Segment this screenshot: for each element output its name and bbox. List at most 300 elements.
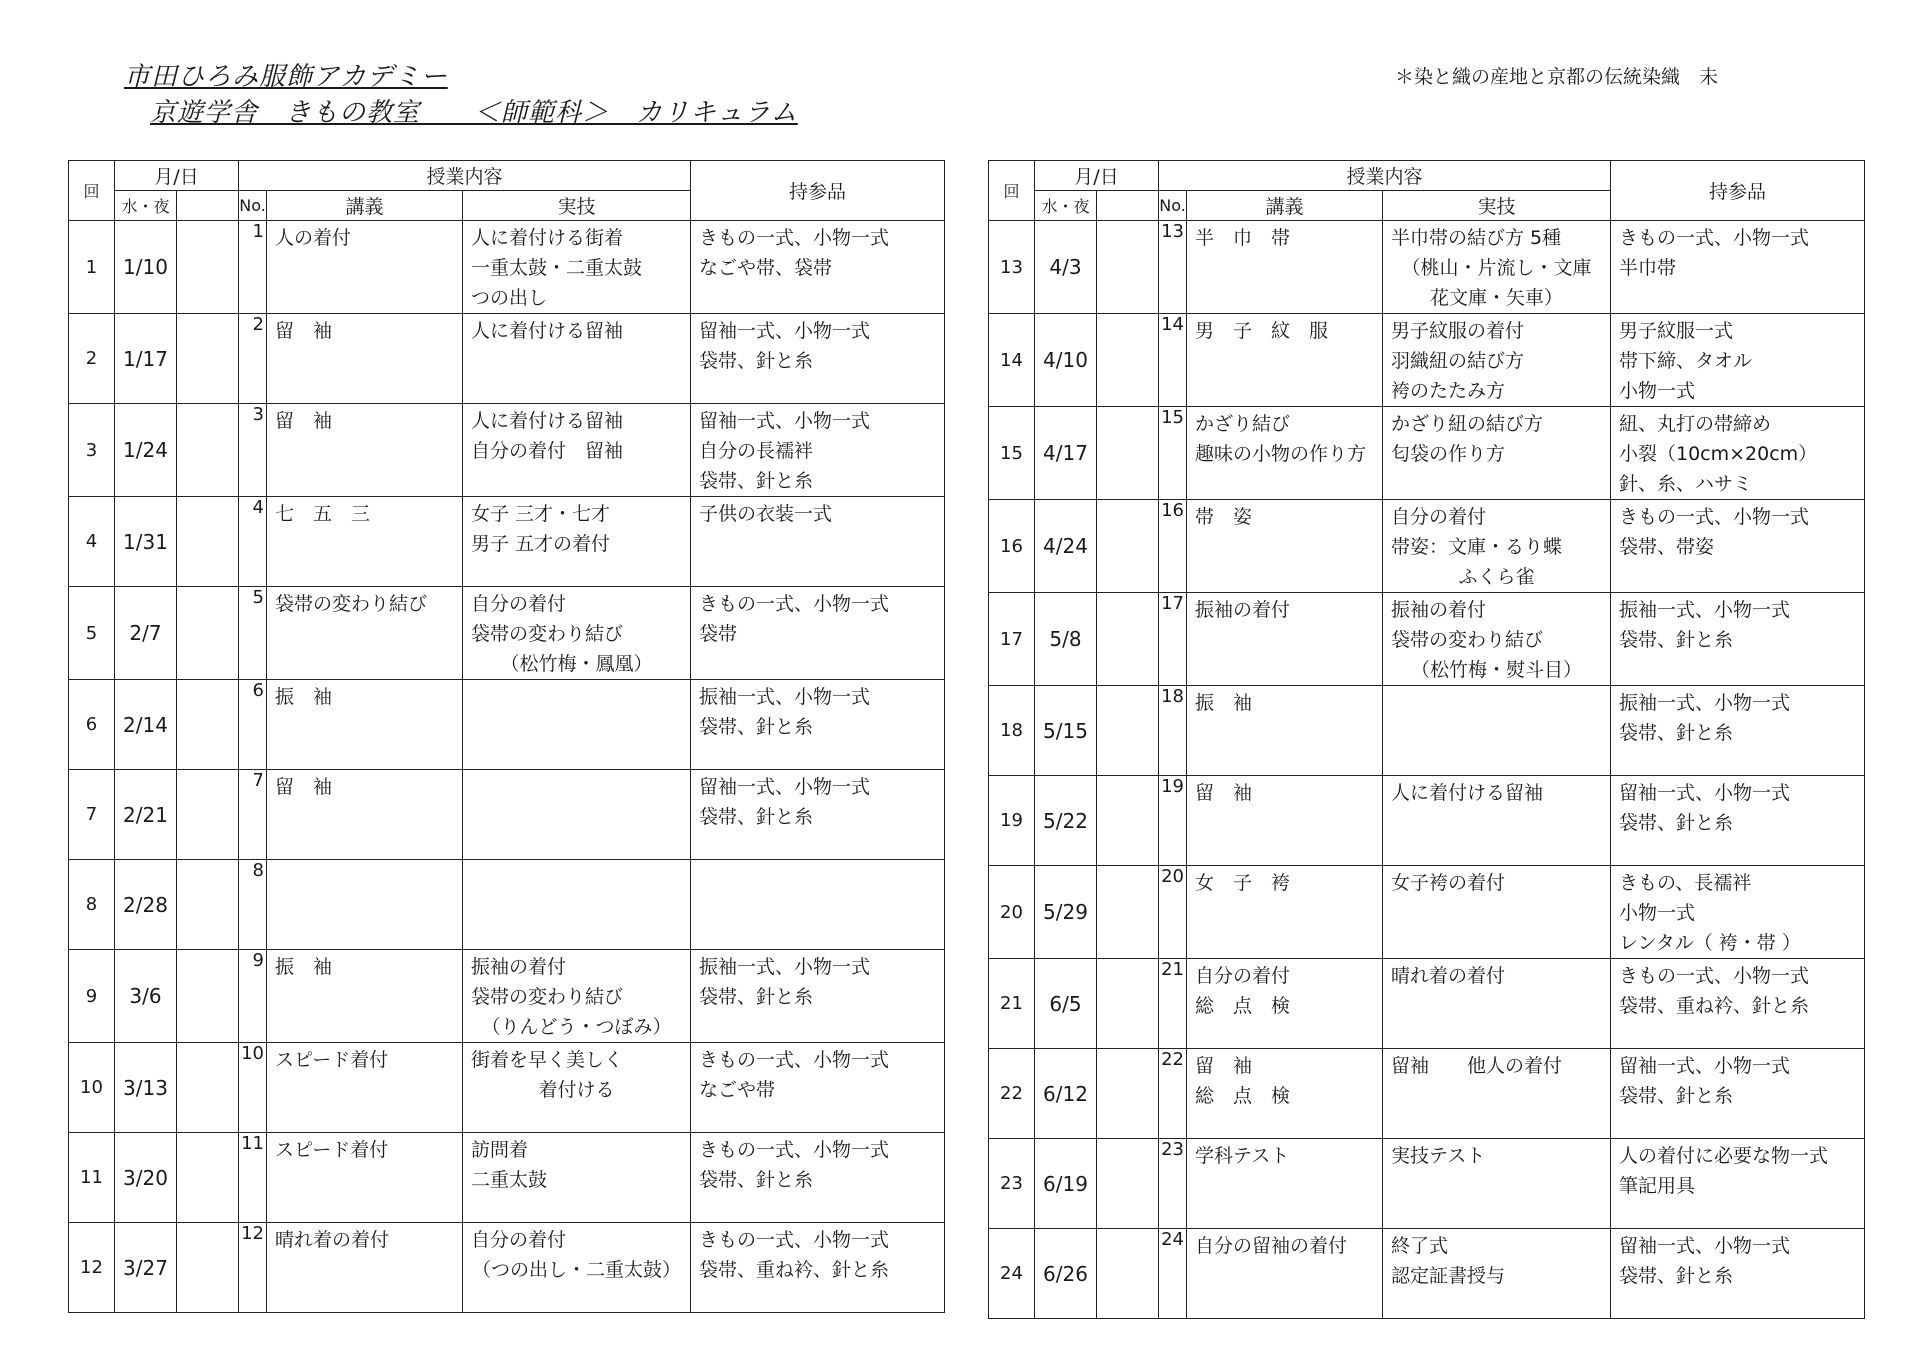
session-number: 18 xyxy=(989,686,1035,776)
items-line: 留袖一式、小物一式 xyxy=(1619,1055,1791,1077)
lesson-number: 13 xyxy=(1159,221,1187,314)
practice-cell xyxy=(463,1043,691,1133)
table-row xyxy=(989,1139,1865,1229)
items-line: 袋帯、針と糸 xyxy=(1619,722,1734,744)
items-line: きもの、長襦袢 xyxy=(1619,872,1752,894)
blank-cell xyxy=(177,1223,239,1313)
blank-cell xyxy=(1097,500,1159,593)
table-row xyxy=(989,221,1865,314)
lecture-line: 留 袖 xyxy=(1195,782,1253,804)
practice-line: 二重太鼓 xyxy=(471,1169,548,1191)
lecture-line: 総 点 検 xyxy=(1195,1085,1291,1107)
lecture-cell xyxy=(267,221,463,314)
lecture-cell xyxy=(1187,1049,1383,1139)
practice-line: 終了式 xyxy=(1391,1235,1449,1257)
header-practice: 実技 xyxy=(1383,191,1611,221)
practice-cell xyxy=(1383,500,1611,593)
session-number: 11 xyxy=(69,1133,115,1223)
practice-line: 留袖 他人の着付 xyxy=(1391,1055,1563,1077)
header-items: 持参品 xyxy=(691,161,945,221)
lesson-number: 17 xyxy=(1159,593,1187,686)
items-cell xyxy=(1611,1139,1865,1229)
items-line: きもの一式、小物一式 xyxy=(1619,227,1810,249)
practice-cell xyxy=(463,221,691,314)
practice-line: 袋帯の変わり結び xyxy=(471,986,624,1008)
items-line: 小物一式 xyxy=(1619,380,1696,402)
lecture-cell xyxy=(267,680,463,770)
practice-line: 人に着付ける留袖 xyxy=(1391,782,1544,804)
items-line: 留袖一式、小物一式 xyxy=(699,776,871,798)
items-line: きもの一式、小物一式 xyxy=(699,1229,890,1251)
session-date: 2/7 xyxy=(115,587,177,680)
practice-cell xyxy=(1383,1139,1611,1229)
items-cell xyxy=(691,314,945,404)
table-row xyxy=(989,1049,1865,1139)
table-row xyxy=(69,950,945,1043)
practice-line: 自分の着付 xyxy=(471,1229,567,1251)
items-line: レンタル（ 袴・帯 ） xyxy=(1619,932,1801,954)
session-number: 14 xyxy=(989,314,1035,407)
items-cell xyxy=(691,404,945,497)
items-cell xyxy=(1611,686,1865,776)
practice-line: 人に着付ける留袖 xyxy=(471,320,624,342)
blank-cell xyxy=(1097,314,1159,407)
items-line: きもの一式、小物一式 xyxy=(699,1139,890,1161)
session-date: 4/10 xyxy=(1035,314,1097,407)
practice-cell xyxy=(1383,314,1611,407)
session-date: 4/17 xyxy=(1035,407,1097,500)
items-cell xyxy=(1611,959,1865,1049)
lesson-number: 4 xyxy=(239,497,267,587)
blank-cell xyxy=(1097,407,1159,500)
session-date: 5/15 xyxy=(1035,686,1097,776)
header-practice: 実技 xyxy=(463,191,691,221)
lecture-line: 留 袖 xyxy=(275,410,333,432)
lecture-cell xyxy=(1187,686,1383,776)
lecture-line: 留 袖 xyxy=(275,776,333,798)
practice-line: 帯姿：文庫・るり蝶 xyxy=(1391,536,1563,558)
lesson-number: 22 xyxy=(1159,1049,1187,1139)
items-line: 留袖一式、小物一式 xyxy=(699,320,871,342)
items-line: なごや帯、袋帯 xyxy=(699,257,833,279)
practice-line: 着付ける xyxy=(538,1079,615,1101)
items-line: 子供の衣装一式 xyxy=(699,503,833,525)
practice-line: 袴のたたみ方 xyxy=(1391,380,1506,402)
session-number: 24 xyxy=(989,1229,1035,1319)
lesson-number: 21 xyxy=(1159,959,1187,1049)
practice-line: 認定証書授与 xyxy=(1391,1265,1506,1287)
practice-cell xyxy=(1383,407,1611,500)
table-row xyxy=(69,497,945,587)
practice-line: ふくら雀 xyxy=(1458,566,1535,588)
lesson-number: 2 xyxy=(239,314,267,404)
session-number: 19 xyxy=(989,776,1035,866)
session-number: 20 xyxy=(989,866,1035,959)
lecture-cell xyxy=(1187,221,1383,314)
table-row xyxy=(69,221,945,314)
practice-cell xyxy=(1383,1049,1611,1139)
items-cell xyxy=(691,587,945,680)
lecture-cell xyxy=(1187,314,1383,407)
practice-cell xyxy=(1383,221,1611,314)
lesson-number: 6 xyxy=(239,680,267,770)
items-cell xyxy=(691,770,945,860)
practice-line: 実技テスト xyxy=(1391,1145,1486,1167)
lecture-line: 振 袖 xyxy=(275,956,333,978)
lecture-cell xyxy=(1187,1229,1383,1319)
table-row xyxy=(69,587,945,680)
items-line: 振袖一式、小物一式 xyxy=(699,956,871,978)
lecture-cell xyxy=(1187,866,1383,959)
items-cell xyxy=(691,497,945,587)
practice-line: 訪問着 xyxy=(471,1139,529,1161)
practice-line: （松竹梅・鳳凰） xyxy=(500,653,653,675)
practice-line: 人に着付ける街着 xyxy=(471,227,624,249)
blank-cell xyxy=(1097,221,1159,314)
curriculum-table-right xyxy=(988,160,1865,1319)
practice-line: つの出し xyxy=(471,287,548,309)
table-row xyxy=(69,404,945,497)
practice-cell xyxy=(463,497,691,587)
items-cell xyxy=(691,1223,945,1313)
blank-cell xyxy=(177,221,239,314)
lesson-number: 20 xyxy=(1159,866,1187,959)
items-line: 針、糸、ハサミ xyxy=(1619,473,1753,495)
table-row xyxy=(69,1043,945,1133)
note-text: ＊染と織の産地と京都の伝統染織 未 xyxy=(1395,66,1719,88)
items-cell xyxy=(1611,221,1865,314)
practice-line: （りんどう・つぼみ） xyxy=(481,1016,672,1038)
lecture-line: 男 子 紋 服 xyxy=(1195,320,1329,342)
table-body-left xyxy=(69,221,945,1313)
items-line: 留袖一式、小物一式 xyxy=(1619,1235,1791,1257)
lecture-line: 自分の着付 xyxy=(1195,965,1291,987)
practice-line: 羽織紐の結び方 xyxy=(1391,350,1525,372)
session-number: 1 xyxy=(69,221,115,314)
blank-cell xyxy=(177,404,239,497)
session-date: 2/21 xyxy=(115,770,177,860)
practice-line: （つの出し・二重太鼓） xyxy=(471,1259,681,1281)
header-weekday: 水・夜 xyxy=(1035,191,1097,221)
session-date: 6/12 xyxy=(1035,1049,1097,1139)
lesson-number: 16 xyxy=(1159,500,1187,593)
items-line: 自分の長襦袢 xyxy=(699,440,814,462)
blank-cell xyxy=(1097,1139,1159,1229)
items-line: 袋帯、重ね衿、針と糸 xyxy=(699,1259,890,1281)
items-cell xyxy=(1611,314,1865,407)
items-line: 人の着付に必要な物一式 xyxy=(1619,1145,1829,1167)
session-date: 2/28 xyxy=(115,860,177,950)
blank-cell xyxy=(1097,959,1159,1049)
lecture-cell xyxy=(267,497,463,587)
lecture-line: 振 袖 xyxy=(1195,692,1253,714)
practice-line: 街着を早く美しく xyxy=(471,1049,624,1071)
practice-line: 男子紋服の着付 xyxy=(1391,320,1525,342)
header-kai: 回 xyxy=(69,161,115,221)
lecture-line: 七 五 三 xyxy=(275,503,371,525)
header-content: 授業内容 xyxy=(1159,161,1611,191)
blank-cell xyxy=(177,1043,239,1133)
session-number: 22 xyxy=(989,1049,1035,1139)
practice-cell xyxy=(463,314,691,404)
table-row xyxy=(69,314,945,404)
lecture-cell xyxy=(267,1043,463,1133)
session-number: 15 xyxy=(989,407,1035,500)
session-number: 16 xyxy=(989,500,1035,593)
practice-line: 自分の着付 xyxy=(471,593,567,615)
session-date: 3/6 xyxy=(115,950,177,1043)
lesson-number: 5 xyxy=(239,587,267,680)
practice-cell xyxy=(463,587,691,680)
header-no: No. xyxy=(1159,191,1187,221)
lecture-cell xyxy=(1187,407,1383,500)
practice-line: 女子袴の着付 xyxy=(1391,872,1506,894)
header-monthday: 月/日 xyxy=(1035,161,1159,191)
header-blank xyxy=(177,191,239,221)
session-number: 17 xyxy=(989,593,1035,686)
practice-cell xyxy=(463,860,691,950)
session-date: 6/5 xyxy=(1035,959,1097,1049)
header-no: No. xyxy=(239,191,267,221)
items-line: 袋帯、針と糸 xyxy=(699,470,814,492)
practice-cell xyxy=(1383,776,1611,866)
table-row xyxy=(69,1223,945,1313)
curriculum-table-left xyxy=(68,160,945,1313)
items-line: 男子紋服一式 xyxy=(1619,320,1734,342)
lecture-line: 留 袖 xyxy=(275,320,333,342)
lesson-number: 19 xyxy=(1159,776,1187,866)
session-date: 3/13 xyxy=(115,1043,177,1133)
items-line: 袋帯、針と糸 xyxy=(1619,1265,1734,1287)
lecture-cell xyxy=(267,314,463,404)
items-line: 振袖一式、小物一式 xyxy=(1619,692,1791,714)
table-body-right xyxy=(989,221,1865,1319)
lecture-line: かざり結び xyxy=(1195,413,1291,435)
practice-line: かざり紐の結び方 xyxy=(1391,413,1544,435)
session-date: 6/19 xyxy=(1035,1139,1097,1229)
items-line: 袋帯、針と糸 xyxy=(1619,812,1734,834)
blank-cell xyxy=(177,587,239,680)
lesson-number: 18 xyxy=(1159,686,1187,776)
blank-cell xyxy=(1097,776,1159,866)
practice-cell xyxy=(463,950,691,1043)
header-content: 授業内容 xyxy=(239,161,691,191)
lecture-line: 振 袖 xyxy=(275,686,333,708)
lecture-line: 趣味の小物の作り方 xyxy=(1195,443,1367,465)
items-cell xyxy=(1611,1049,1865,1139)
items-line: 袋帯、帯姿 xyxy=(1619,536,1715,558)
items-line: きもの一式、小物一式 xyxy=(699,227,890,249)
session-date: 2/14 xyxy=(115,680,177,770)
lecture-cell xyxy=(267,1133,463,1223)
practice-line: 一重太鼓・二重太鼓 xyxy=(471,257,643,279)
items-line: なごや帯 xyxy=(699,1079,776,1101)
practice-line: 人に着付ける留袖 xyxy=(471,410,624,432)
lecture-line: 振袖の着付 xyxy=(1195,599,1291,621)
items-line: 袋帯、重ね衿、針と糸 xyxy=(1619,995,1810,1017)
lecture-cell xyxy=(1187,959,1383,1049)
lesson-number: 12 xyxy=(239,1223,267,1313)
items-line: 振袖一式、小物一式 xyxy=(699,686,871,708)
lesson-number: 9 xyxy=(239,950,267,1043)
table-row xyxy=(69,680,945,770)
session-number: 10 xyxy=(69,1043,115,1133)
practice-cell xyxy=(1383,686,1611,776)
items-cell xyxy=(691,221,945,314)
lesson-number: 11 xyxy=(239,1133,267,1223)
practice-line: 女子 三才・七才 xyxy=(471,503,611,525)
items-line: きもの一式、小物一式 xyxy=(699,593,890,615)
practice-line: （松竹梅・熨斗目） xyxy=(1410,659,1582,681)
table-row xyxy=(989,686,1865,776)
practice-cell xyxy=(463,404,691,497)
items-line: 半巾帯 xyxy=(1619,257,1677,279)
lecture-line: スピード着付 xyxy=(275,1049,389,1071)
lecture-line: 袋帯の変わり結び xyxy=(275,593,428,615)
session-date: 6/26 xyxy=(1035,1229,1097,1319)
session-date: 3/27 xyxy=(115,1223,177,1313)
session-date: 1/10 xyxy=(115,221,177,314)
items-line: 袋帯 xyxy=(699,623,738,645)
lecture-line: スピード着付 xyxy=(275,1139,389,1161)
session-number: 5 xyxy=(69,587,115,680)
session-number: 23 xyxy=(989,1139,1035,1229)
table-row xyxy=(989,776,1865,866)
practice-line: 半巾帯の結び方 5種 xyxy=(1391,227,1562,249)
lecture-cell xyxy=(267,587,463,680)
session-number: 13 xyxy=(989,221,1035,314)
blank-cell xyxy=(1097,1229,1159,1319)
practice-line: （桃山・片流し・文庫 xyxy=(1401,257,1592,279)
items-cell xyxy=(1611,776,1865,866)
lesson-number: 24 xyxy=(1159,1229,1187,1319)
items-line: 袋帯、針と糸 xyxy=(699,716,814,738)
session-number: 2 xyxy=(69,314,115,404)
items-line: きもの一式、小物一式 xyxy=(1619,965,1810,987)
lecture-line: 学科テスト xyxy=(1195,1145,1290,1167)
practice-line: 振袖の着付 xyxy=(1391,599,1487,621)
items-line: 袋帯、針と糸 xyxy=(699,986,814,1008)
items-line: 袋帯、針と糸 xyxy=(1619,1085,1734,1107)
header-lecture: 講義 xyxy=(267,191,463,221)
lesson-number: 8 xyxy=(239,860,267,950)
practice-line: 袋帯の変わり結び xyxy=(471,623,624,645)
lesson-number: 15 xyxy=(1159,407,1187,500)
practice-cell xyxy=(1383,959,1611,1049)
header-monthday: 月/日 xyxy=(115,161,239,191)
practice-cell xyxy=(1383,1229,1611,1319)
table-row xyxy=(989,314,1865,407)
items-line: 振袖一式、小物一式 xyxy=(1619,599,1791,621)
blank-cell xyxy=(1097,686,1159,776)
items-cell xyxy=(1611,500,1865,593)
items-line: 紐、丸打の帯締め xyxy=(1619,413,1772,435)
header-lecture: 講義 xyxy=(1187,191,1383,221)
practice-line: 自分の着付 xyxy=(1391,506,1487,528)
blank-cell xyxy=(1097,593,1159,686)
practice-line: 花文庫・矢車） xyxy=(1429,287,1563,309)
lesson-number: 14 xyxy=(1159,314,1187,407)
table-row xyxy=(69,860,945,950)
blank-cell xyxy=(177,1133,239,1223)
practice-cell xyxy=(463,770,691,860)
lecture-cell xyxy=(1187,776,1383,866)
practice-cell xyxy=(463,1223,691,1313)
items-line: 小裂（10cm×20cm） xyxy=(1619,443,1818,465)
practice-cell xyxy=(1383,593,1611,686)
lecture-line: 留 袖 xyxy=(1195,1055,1253,1077)
items-line: きもの一式、小物一式 xyxy=(699,1049,890,1071)
lecture-cell xyxy=(267,1223,463,1313)
lecture-line: 帯 姿 xyxy=(1195,506,1253,528)
lecture-cell xyxy=(267,860,463,950)
session-date: 1/31 xyxy=(115,497,177,587)
blank-cell xyxy=(1097,1049,1159,1139)
items-line: 袋帯、針と糸 xyxy=(1619,629,1734,651)
table-row xyxy=(989,500,1865,593)
items-line: 留袖一式、小物一式 xyxy=(699,410,871,432)
lesson-number: 1 xyxy=(239,221,267,314)
lecture-line: 自分の留袖の着付 xyxy=(1195,1235,1348,1257)
header-items: 持参品 xyxy=(1611,161,1865,221)
practice-cell xyxy=(463,680,691,770)
session-date: 4/3 xyxy=(1035,221,1097,314)
session-number: 21 xyxy=(989,959,1035,1049)
blank-cell xyxy=(177,497,239,587)
items-cell xyxy=(691,1043,945,1133)
practice-line: 匂袋の作り方 xyxy=(1391,443,1506,465)
items-cell xyxy=(1611,1229,1865,1319)
items-cell xyxy=(1611,593,1865,686)
session-date: 1/17 xyxy=(115,314,177,404)
lesson-number: 10 xyxy=(239,1043,267,1133)
table-row xyxy=(989,593,1865,686)
items-cell xyxy=(691,680,945,770)
session-number: 3 xyxy=(69,404,115,497)
items-line: 留袖一式、小物一式 xyxy=(1619,782,1791,804)
header-kai: 回 xyxy=(989,161,1035,221)
header-blank xyxy=(1097,191,1159,221)
blank-cell xyxy=(177,770,239,860)
session-number: 12 xyxy=(69,1223,115,1313)
lecture-line: 半 巾 帯 xyxy=(1195,227,1291,249)
practice-line: 袋帯の変わり結び xyxy=(1391,629,1544,651)
academy-title: 市田ひろみ服飾アカデミー xyxy=(124,62,448,92)
practice-cell xyxy=(1383,866,1611,959)
lecture-line: 晴れ着の着付 xyxy=(275,1229,390,1251)
items-line: 袋帯、針と糸 xyxy=(699,1169,814,1191)
items-line: 筆記用具 xyxy=(1619,1175,1696,1197)
practice-line: 男子 五才の着付 xyxy=(471,533,611,555)
items-line: 袋帯、針と糸 xyxy=(699,350,814,372)
session-date: 5/29 xyxy=(1035,866,1097,959)
table-row xyxy=(989,407,1865,500)
table-row xyxy=(69,770,945,860)
practice-cell xyxy=(463,1133,691,1223)
lecture-cell xyxy=(1187,593,1383,686)
items-cell xyxy=(691,860,945,950)
session-number: 8 xyxy=(69,860,115,950)
session-number: 7 xyxy=(69,770,115,860)
session-number: 4 xyxy=(69,497,115,587)
session-date: 1/24 xyxy=(115,404,177,497)
lecture-cell xyxy=(267,404,463,497)
table-row xyxy=(989,866,1865,959)
practice-line: 振袖の着付 xyxy=(471,956,567,978)
items-line: 袋帯、針と糸 xyxy=(699,806,814,828)
session-number: 6 xyxy=(69,680,115,770)
blank-cell xyxy=(177,950,239,1043)
